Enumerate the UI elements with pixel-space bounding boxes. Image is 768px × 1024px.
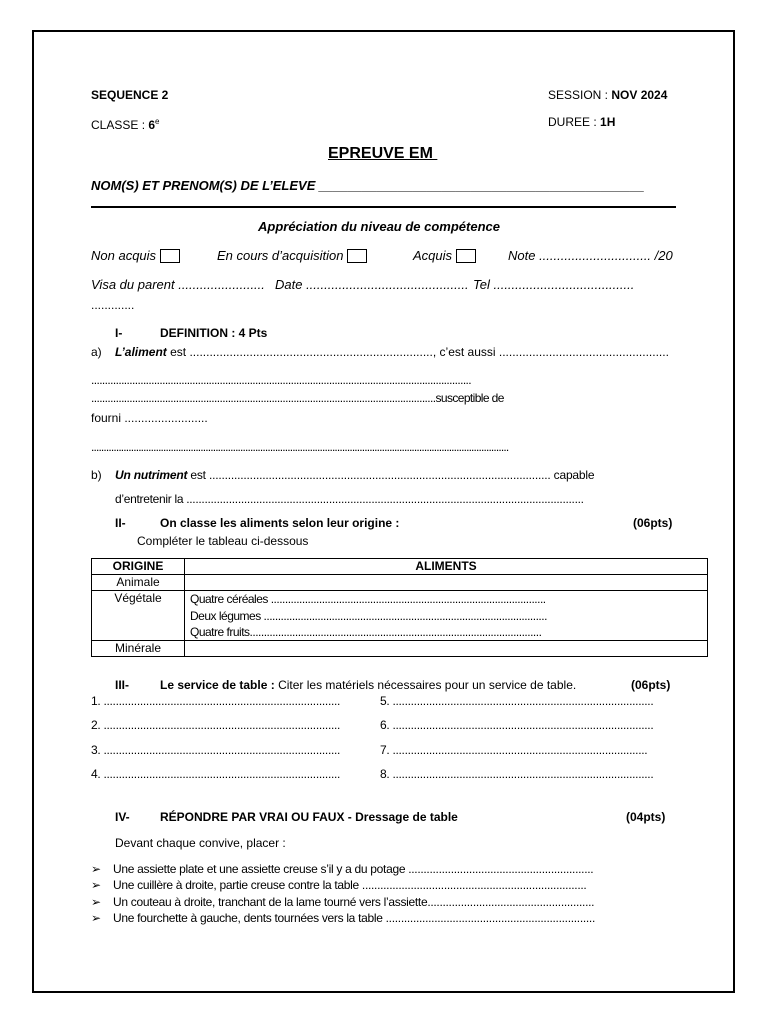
section1-title: DEFINITION : 4 Pts (160, 326, 268, 340)
aliments-line: Quatre fruits....................................................................................................... (190, 625, 542, 639)
section2-points: (06pts) (633, 516, 673, 530)
aliments-line: Deux légumes .................................................................................................... (190, 609, 547, 623)
question-a-line3: ..............................................................................................................................susceptible de (91, 391, 504, 405)
section2-title: On classe les aliments selon leur origine : (160, 516, 400, 530)
question-a-line5: ........................................................................................................................................................................ (91, 440, 509, 454)
aliments-cell[interactable] (185, 591, 708, 641)
table-row (92, 575, 708, 591)
list-item: 7. .................................................................................... (380, 743, 648, 757)
non-acquis-checkbox[interactable] (160, 249, 180, 263)
non-acquis-field: Non acquis (91, 249, 180, 263)
acquis-checkbox[interactable] (456, 249, 476, 263)
list-item: ➢ Une assiette plate et une assiette creuse s’il y a du potage ............................................................. (91, 862, 594, 876)
table-header-origine: ORIGINE (92, 559, 185, 575)
separator-line (91, 206, 676, 208)
student-name-line: NOM(S) ET PRENOM(S) DE L’ELEVE _____________________________________________ (91, 178, 645, 193)
arrow-bullet-icon: ➢ (91, 862, 101, 876)
table-header-row (92, 559, 708, 575)
en-cours-field: En cours d’acquisition (217, 249, 367, 263)
aliments-cell[interactable] (185, 575, 708, 591)
section3-points: (06pts) (631, 678, 671, 692)
question-b-line2: d’entretenir la ................................................................................................................................... (115, 492, 584, 506)
section2-instruction: Compléter le tableau ci-dessous (137, 534, 309, 548)
table-row (92, 591, 708, 641)
exam-title: EPREUVE EM (328, 145, 438, 162)
table-header-aliments: ALIMENTS (185, 559, 708, 575)
origine-cell: Animale (92, 575, 185, 591)
duree-field: DUREE : 1H (548, 115, 616, 129)
aliments-cell[interactable] (185, 641, 708, 657)
section4-intro: Devant chaque convive, placer : (115, 836, 286, 850)
session-field: SESSION : NOV 2024 (548, 88, 668, 102)
acquis-field: Acquis (413, 249, 476, 263)
list-item: 6. ...................................................................................... (380, 718, 654, 732)
list-item: ➢ Un couteau à droite, tranchant de la lame tourné vers l’assiette....................................................... (91, 895, 595, 909)
origine-aliments-table (91, 558, 708, 657)
arrow-bullet-icon: ➢ (91, 878, 101, 892)
list-item: 5. ...................................................................................... (380, 694, 654, 708)
origine-cell: Minérale (92, 641, 185, 657)
section4-number: IV- (115, 810, 130, 824)
en-cours-checkbox[interactable] (347, 249, 367, 263)
list-item: 8. ...................................................................................... (380, 767, 654, 781)
list-item: 2. .............................................................................. (91, 718, 341, 732)
question-b-label: b) (91, 468, 102, 482)
appreciation-title: Appréciation du niveau de compétence (258, 219, 500, 234)
list-item: ➢ Une cuillère à droite, partie creuse contre la table .......................................................................... (91, 878, 587, 892)
section4-title: RÉPONDRE PAR VRAI OU FAUX - Dressage de table (160, 810, 458, 824)
question-a-line2: ........................................................................................................................................... (91, 373, 472, 387)
arrow-bullet-icon: ➢ (91, 911, 101, 925)
note-field: Note ............................... /20 (508, 248, 673, 263)
sequence-label: SEQUENCE 2 (91, 88, 169, 102)
section4-points: (04pts) (626, 810, 666, 824)
tel-field: Tel ....................................... (473, 277, 635, 292)
table-row (92, 641, 708, 657)
list-item: ➢ Une fourchette à gauche, dents tournées vers la table ..................................................................... (91, 911, 595, 925)
question-a-label: a) (91, 345, 102, 359)
question-a-line1: L’aliment est ........................................................................., c’est aussi ................................................... (115, 345, 669, 359)
list-item: 3. .............................................................................. (91, 743, 341, 757)
section3-heading: Le service de table : Citer les matériels nécessaires pour un service de table. (160, 678, 577, 692)
list-item: 1. .............................................................................. (91, 694, 341, 708)
section2-number: II- (115, 516, 126, 530)
tel-continuation: ............. (91, 298, 135, 312)
visa-field: Visa du parent ........................ (91, 277, 265, 292)
list-item: 4. .............................................................................. (91, 767, 341, 781)
question-a-line4: fourni ......................... (91, 411, 208, 425)
classe-field: CLASSE : 6e (91, 117, 160, 132)
arrow-bullet-icon: ➢ (91, 895, 101, 909)
question-b-line1: Un nutriment est ............................................................................................................. capable (115, 468, 595, 482)
section1-number: I- (115, 326, 123, 340)
aliments-line: Quatre céréales ................................................................................................. (190, 592, 546, 606)
section3-number: III- (115, 678, 129, 692)
date-field: Date ............................................. (275, 277, 469, 292)
origine-cell: Végétale (92, 591, 185, 641)
